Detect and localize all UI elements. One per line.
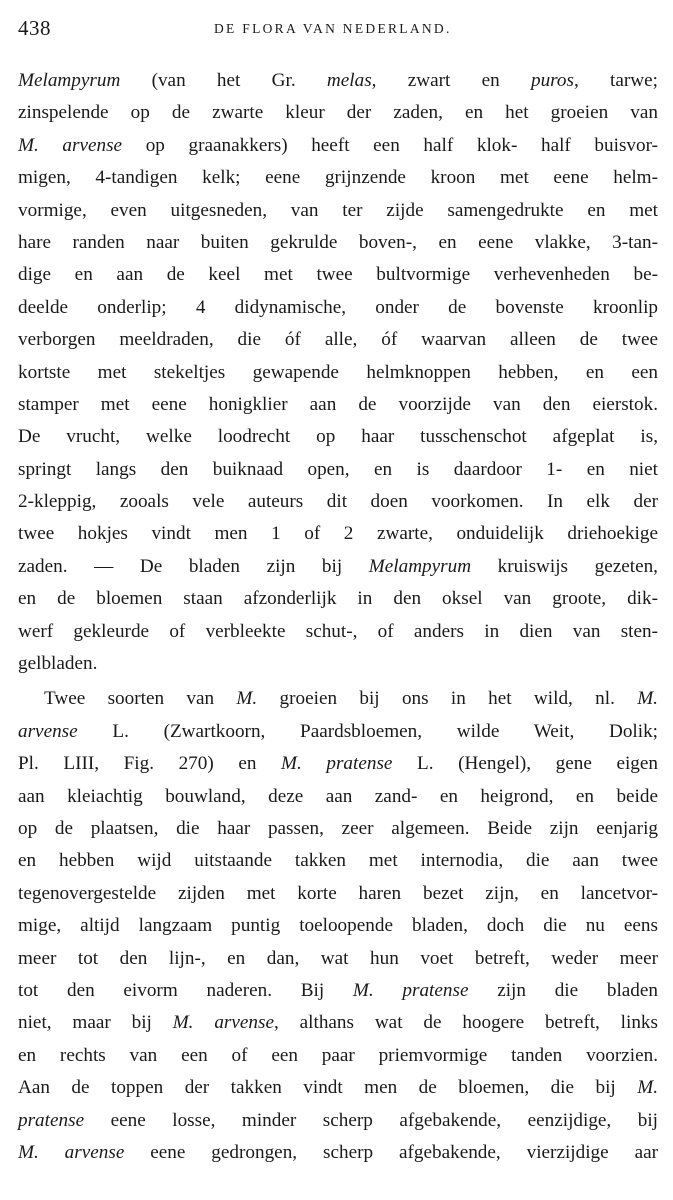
text-run: zaden. — De bladen zijn bij	[18, 555, 369, 577]
text-run: Pl. LIII, Fig. 270) en	[18, 753, 282, 775]
text-line	[18, 162, 658, 194]
body-text	[18, 65, 658, 1169]
italic-term: M.	[637, 688, 658, 710]
text-line	[18, 227, 658, 259]
text-run: en rechts van een of een paar priemvormige tanden voorzien.	[18, 1044, 658, 1066]
italic-term: arvense	[18, 720, 78, 742]
italic-term: Melampyrum	[18, 70, 121, 91]
text-line	[18, 748, 658, 780]
paragraph-species	[18, 683, 658, 1169]
text-line	[18, 195, 658, 227]
text-run: niet, maar bij	[18, 1012, 173, 1034]
text-run: zijn die bladen	[468, 979, 659, 1001]
text-line	[18, 389, 658, 421]
running-head	[18, 14, 658, 40]
text-run: , zwart en	[371, 70, 531, 91]
text-line	[18, 65, 658, 97]
italic-term: puros	[530, 70, 574, 91]
text-line	[18, 910, 658, 942]
text-run: deelde onderlip; 4 didynamische, onder de bovenste kroonlip	[18, 296, 658, 318]
text-run: 2-kleppig, zooals vele auteurs dit doen voorkomen. In elk der	[18, 491, 658, 513]
paragraph-melampyrum-description	[18, 65, 658, 680]
text-run: De vrucht, welke loodrecht op haar tusschenschot afgeplat is,	[18, 426, 658, 448]
text-line	[18, 518, 658, 550]
text-run: groeien bij ons in het wild, nl.	[257, 688, 638, 710]
text-run: twee hokjes vindt men 1 of 2 zwarte, onduidelijk driehoekige	[18, 523, 658, 545]
italic-term: M. pratense	[281, 753, 393, 775]
text-line	[18, 292, 658, 324]
text-run: kruiswijs gezeten,	[471, 555, 658, 577]
text-run: en de bloemen staan afzonderlijk in den oksel van groote, dik-	[18, 588, 658, 610]
text-run: mige, altijd langzaam puntig toeloopende bladen, doch die nu eens	[18, 915, 658, 937]
text-run: verborgen meeldraden, die óf alle, óf waarvan alleen de twee	[18, 329, 658, 351]
text-run: op graanakkers) heeft een half klok- half buisvor-	[122, 134, 659, 156]
text-line	[18, 551, 658, 583]
text-run: dige en aan de keel met twee bultvormige verhevenheden be-	[18, 264, 658, 286]
text-run: Twee soorten van	[44, 688, 237, 710]
italic-term: M.	[637, 1077, 658, 1099]
text-line	[18, 357, 658, 389]
text-line	[18, 683, 658, 715]
text-run: tot den eivorm naderen. Bij	[18, 979, 353, 1001]
text-run: L. (Zwartkoorn, Paardsbloemen, wilde Weit, Dolik;	[77, 720, 658, 742]
text-run: vormige, even uitgesneden, van ter zijde samengedrukte en met	[18, 199, 658, 221]
text-run: aan kleiachtig bouwland, deze aan zand- en heigrond, en beide	[18, 785, 658, 807]
text-line	[18, 716, 658, 748]
text-line	[18, 1072, 658, 1104]
text-run: Aan de toppen der takken vindt men de bloemen, die bij	[18, 1077, 638, 1099]
page-number: 438	[18, 16, 51, 40]
text-line	[18, 813, 658, 845]
text-line	[18, 454, 658, 486]
text-line	[18, 878, 658, 910]
text-run: springt langs den buiknaad open, en is daardoor 1- en niet	[18, 458, 658, 480]
text-line	[18, 1105, 658, 1137]
text-line	[18, 616, 658, 648]
text-line	[18, 845, 658, 877]
text-run: eene gedrongen, scherp afgebakende, vierzijdige aar	[124, 1141, 658, 1163]
text-run: op de plaatsen, die haar passen, zeer algemeen. Beide zijn eenjarig	[18, 817, 658, 839]
text-line	[18, 943, 658, 975]
text-line	[18, 97, 658, 129]
text-run: migen, 4-tandigen kelk; eene grijnzende kroon met eene helm-	[18, 167, 658, 189]
text-line	[18, 486, 658, 518]
text-run: stamper met eene honigklier aan de voorzijde van den eierstok.	[18, 393, 658, 415]
italic-term: Melampyrum	[368, 555, 472, 577]
text-run: (van het Gr.	[120, 70, 327, 91]
text-line	[18, 583, 658, 615]
italic-term: M. arvense	[172, 1012, 274, 1034]
text-line	[18, 324, 658, 356]
italic-term: M. arvense	[18, 134, 123, 156]
text-line	[18, 975, 658, 1007]
text-line	[18, 1007, 658, 1039]
italic-term: melas	[326, 70, 372, 91]
text-run: meer tot den lijn-, en dan, wat hun voet betreft, weder meer	[18, 947, 658, 969]
text-line	[18, 1137, 658, 1169]
text-run: en hebben wijd uitstaande takken met internodia, die aan twee	[18, 850, 658, 872]
text-run: gelbladen.	[18, 653, 98, 675]
text-run: eene losse, minder scherp afgebakende, eenzijdige, bij	[84, 1109, 658, 1131]
text-run: L. (Hengel), gene eigen	[392, 753, 659, 775]
text-line	[18, 648, 658, 680]
text-line	[18, 130, 658, 162]
text-line	[18, 421, 658, 453]
text-run: kortste met stekeltjes gewapende helmknoppen hebben, en een	[18, 361, 658, 383]
text-run: zinspelende op de zwarte kleur der zaden, en het groeien van	[18, 102, 658, 124]
text-line	[18, 259, 658, 291]
italic-term: M.	[236, 688, 258, 710]
text-line	[18, 1040, 658, 1072]
italic-term: pratense	[18, 1109, 85, 1131]
text-run: , althans wat de hoogere betreft, links	[274, 1012, 658, 1034]
text-run: werf gekleurde of verbleekte schut-, of anders in dien van sten-	[18, 620, 658, 642]
text-run: tegenovergestelde zijden met korte haren bezet zijn, en lancetvor-	[18, 882, 658, 904]
text-run: , tarwe;	[573, 70, 658, 91]
text-line	[18, 781, 658, 813]
running-title: DE FLORA VAN NEDERLAND.	[214, 21, 452, 36]
italic-term: M. pratense	[352, 979, 469, 1001]
text-run: hare randen naar buiten gekrulde boven-, en eene vlakke, 3-tan-	[18, 231, 658, 253]
italic-term: M. arvense	[18, 1141, 125, 1163]
